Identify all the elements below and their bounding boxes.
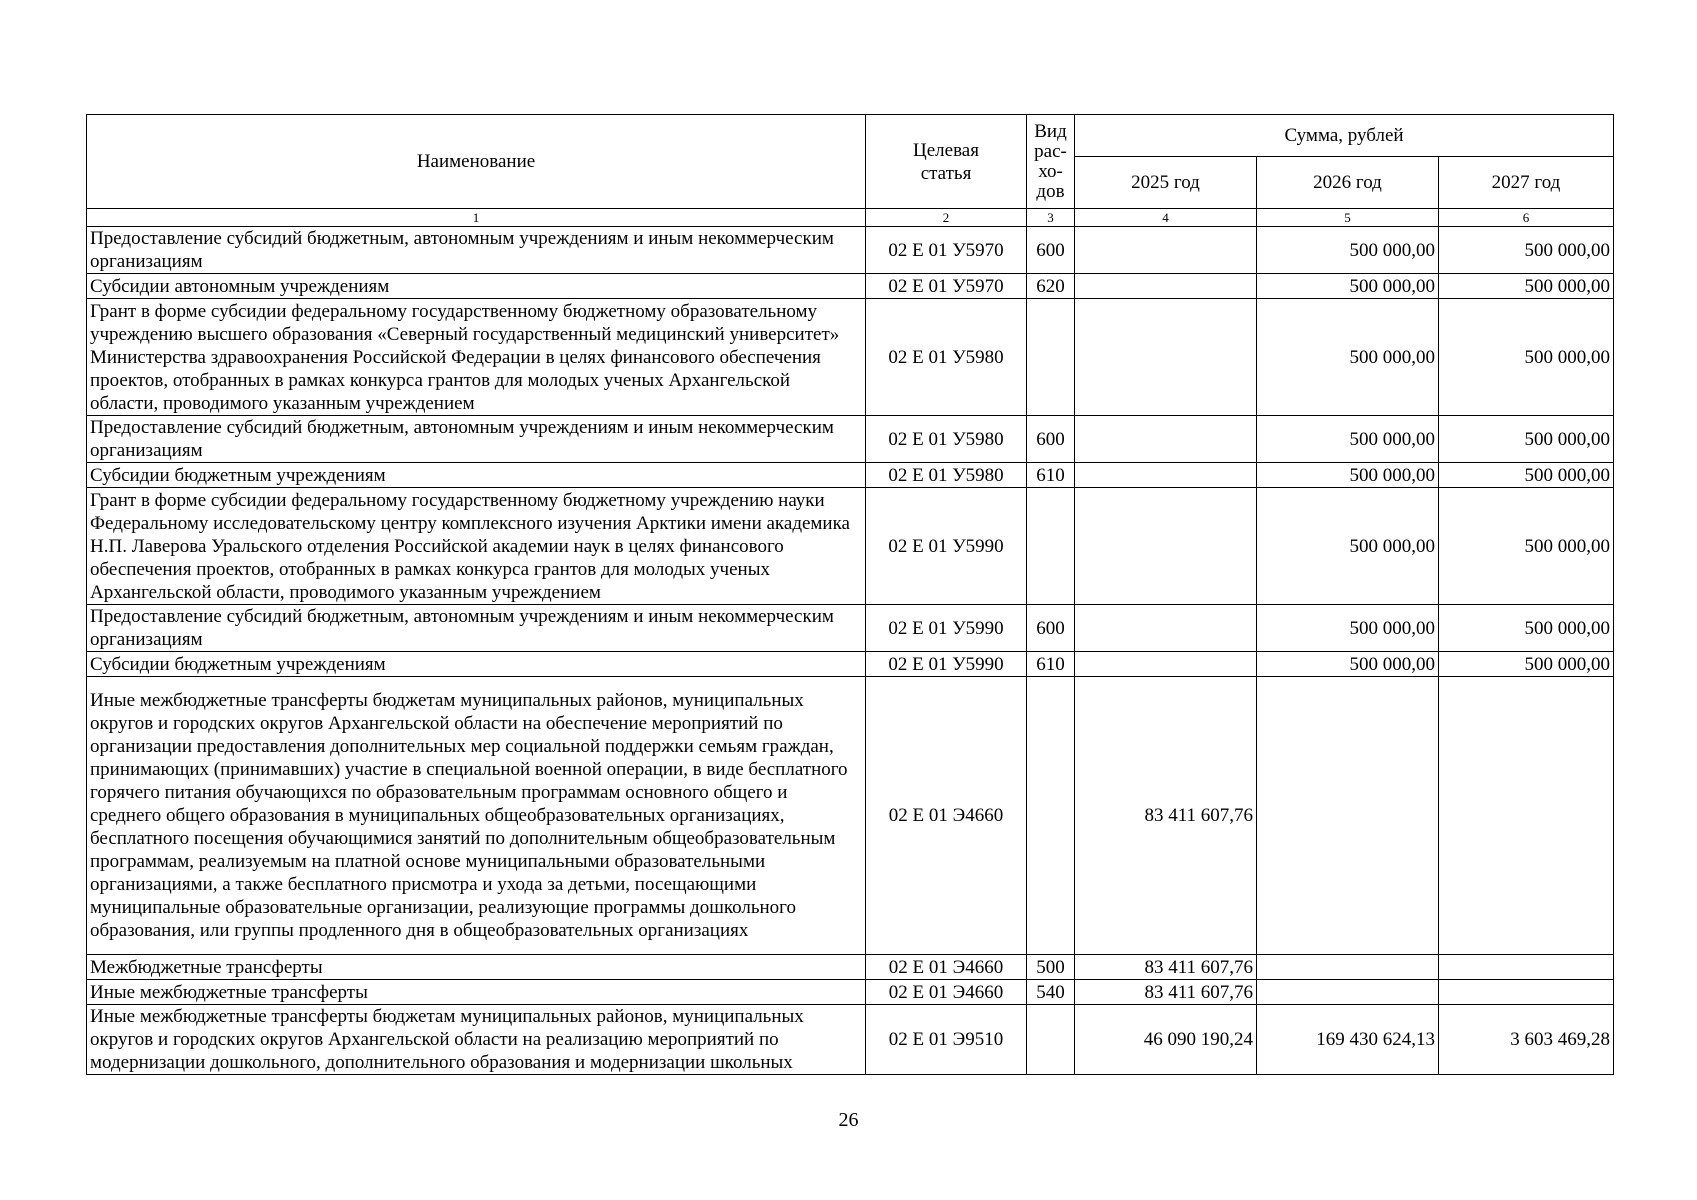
row-target-code: 02 Е 01 У5980	[866, 416, 1027, 463]
row-amount-2026: 169 430 624,13	[1257, 1005, 1439, 1075]
column-number: 4	[1075, 209, 1257, 227]
header-year-2025: 2025 год	[1075, 157, 1257, 209]
row-amount-2025: 83 411 607,76	[1075, 677, 1257, 955]
header-target-article: Целевая статья	[866, 115, 1027, 209]
row-name: Субсидии автономным учреждениям	[87, 274, 866, 299]
row-name: Субсидии бюджетным учреждениям	[87, 463, 866, 488]
row-expense-type	[1027, 677, 1075, 955]
header-year-2027: 2027 год	[1439, 157, 1614, 209]
row-target-code: 02 Е 01 У5980	[866, 463, 1027, 488]
row-name: Иные межбюджетные трансферты бюджетам муниципальных районов, муниципальных округов и городских округов Архангельской области на обеспечение мероприятий по организации предоставления дополнительных мер социальной поддержки семьям граждан, принимающих (принимавших) участие в специальной военной операции, в виде бесплатного горячего питания обучающихся по образовательным программам основного общего и среднего общего образования в муниципальных общеобразовательных организациях, бесплатного посещения обучающимися занятий по дополнительным общеобразовательным программам, реализуемым на платной основе муниципальными образовательными организациями, а также бесплатного присмотра и ухода за детьми, посещающими муниципальные образовательные организации, реализующие программы дошкольного образования, или группы продленного дня в общеобразовательных организациях	[87, 677, 866, 955]
row-amount-2026: 500 000,00	[1257, 227, 1439, 274]
row-name: Предоставление субсидий бюджетным, автономным учреждениям и иным некоммерческим организациям	[87, 605, 866, 652]
column-number: 1	[87, 209, 866, 227]
table-body	[87, 227, 1614, 1075]
row-target-code: 02 Е 01 У5990	[866, 652, 1027, 677]
row-amount-2026: 500 000,00	[1257, 463, 1439, 488]
header-name: Наименование	[87, 115, 866, 209]
table-row	[87, 677, 1614, 955]
row-target-code: 02 Е 01 У5970	[866, 274, 1027, 299]
table-row	[87, 955, 1614, 980]
column-number: 3	[1027, 209, 1075, 227]
row-amount-2025	[1075, 416, 1257, 463]
row-expense-type: 600	[1027, 605, 1075, 652]
row-name: Предоставление субсидий бюджетным, автономным учреждениям и иным некоммерческим организациям	[87, 227, 866, 274]
row-expense-type	[1027, 488, 1075, 605]
table-row	[87, 488, 1614, 605]
row-amount-2027: 500 000,00	[1439, 227, 1614, 274]
row-target-code: 02 Е 01 Э4660	[866, 955, 1027, 980]
table-header	[87, 115, 1614, 227]
table-row	[87, 980, 1614, 1005]
row-amount-2027: 500 000,00	[1439, 416, 1614, 463]
row-amount-2025	[1075, 488, 1257, 605]
row-amount-2027	[1439, 980, 1614, 1005]
table-row	[87, 605, 1614, 652]
row-target-code: 02 Е 01 У5990	[866, 488, 1027, 605]
row-amount-2027: 500 000,00	[1439, 652, 1614, 677]
table-row	[87, 652, 1614, 677]
row-name: Иные межбюджетные трансферты бюджетам муниципальных районов, муниципальных округов и городских округов Архангельской области на реализацию мероприятий по модернизации дошкольного, дополнительного образования и модернизации школьных	[87, 1005, 866, 1075]
row-amount-2026	[1257, 677, 1439, 955]
row-amount-2027	[1439, 677, 1614, 955]
row-amount-2026: 500 000,00	[1257, 299, 1439, 416]
row-expense-type: 610	[1027, 463, 1075, 488]
row-target-code: 02 Е 01 У5980	[866, 299, 1027, 416]
row-expense-type: 600	[1027, 416, 1075, 463]
row-amount-2026: 500 000,00	[1257, 605, 1439, 652]
row-amount-2026: 500 000,00	[1257, 652, 1439, 677]
row-expense-type: 600	[1027, 227, 1075, 274]
header-sum: Сумма, рублей	[1075, 115, 1614, 157]
row-amount-2027: 500 000,00	[1439, 299, 1614, 416]
row-name: Субсидии бюджетным учреждениям	[87, 652, 866, 677]
row-amount-2027: 500 000,00	[1439, 488, 1614, 605]
table-row	[87, 299, 1614, 416]
budget-table	[86, 114, 1614, 1075]
row-expense-type: 620	[1027, 274, 1075, 299]
row-name: Межбюджетные трансферты	[87, 955, 866, 980]
row-amount-2025	[1075, 299, 1257, 416]
header-expense-type-line: рас-	[1034, 140, 1067, 162]
row-target-code: 02 Е 01 У5970	[866, 227, 1027, 274]
column-number: 2	[866, 209, 1027, 227]
row-name: Грант в форме субсидии федеральному государственному бюджетному образовательному учреждению высшего образования «Северный государственный медицинский университет» Министерства здравоохранения Российской Федерации в целях финансового обеспечения проектов, отобранных в рамках конкурса грантов для молодых ученых Архангельской области, проводимого указанным учреждением	[87, 299, 866, 416]
row-amount-2027	[1439, 955, 1614, 980]
row-target-code: 02 Е 01 Э9510	[866, 1005, 1027, 1075]
row-amount-2026: 500 000,00	[1257, 274, 1439, 299]
header-expense-type-line: хо-	[1038, 160, 1063, 182]
table-row	[87, 227, 1614, 274]
row-expense-type: 540	[1027, 980, 1075, 1005]
row-amount-2027: 3 603 469,28	[1439, 1005, 1614, 1075]
header-expense-type-line: дов	[1036, 180, 1065, 202]
row-amount-2026: 500 000,00	[1257, 416, 1439, 463]
row-amount-2027: 500 000,00	[1439, 463, 1614, 488]
row-expense-type	[1027, 1005, 1075, 1075]
row-amount-2025	[1075, 463, 1257, 488]
row-target-code: 02 Е 01 У5990	[866, 605, 1027, 652]
row-amount-2025: 83 411 607,76	[1075, 955, 1257, 980]
row-amount-2026: 500 000,00	[1257, 488, 1439, 605]
row-amount-2025	[1075, 274, 1257, 299]
header-expense-type	[1027, 115, 1075, 209]
row-amount-2025	[1075, 227, 1257, 274]
table-row	[87, 416, 1614, 463]
column-number: 5	[1257, 209, 1439, 227]
row-amount-2025	[1075, 652, 1257, 677]
row-expense-type: 610	[1027, 652, 1075, 677]
column-number: 6	[1439, 209, 1614, 227]
row-amount-2027: 500 000,00	[1439, 274, 1614, 299]
row-amount-2027: 500 000,00	[1439, 605, 1614, 652]
row-target-code: 02 Е 01 Э4660	[866, 980, 1027, 1005]
row-amount-2026	[1257, 980, 1439, 1005]
header-year-2026: 2026 год	[1257, 157, 1439, 209]
row-name: Грант в форме субсидии федеральному государственному бюджетному учреждению науки Федеральному исследовательскому центру комплексного изучения Арктики имени академика Н.П. Лаверова Уральского отделения Российской академии наук в целях финансового обеспечения проектов, отобранных в рамках конкурса грантов для молодых ученых Архангельской области, проводимого указанным учреждением	[87, 488, 866, 605]
column-number-row	[87, 209, 1614, 227]
row-expense-type	[1027, 299, 1075, 416]
table-row	[87, 1005, 1614, 1075]
row-name: Иные межбюджетные трансферты	[87, 980, 866, 1005]
row-amount-2025: 83 411 607,76	[1075, 980, 1257, 1005]
row-amount-2025	[1075, 605, 1257, 652]
table-row	[87, 274, 1614, 299]
row-name: Предоставление субсидий бюджетным, автономным учреждениям и иным некоммерческим организациям	[87, 416, 866, 463]
row-expense-type: 500	[1027, 955, 1075, 980]
row-amount-2025: 46 090 190,24	[1075, 1005, 1257, 1075]
table-row	[87, 463, 1614, 488]
page-number: 26	[838, 1109, 859, 1131]
row-amount-2026	[1257, 955, 1439, 980]
row-target-code: 02 Е 01 Э4660	[866, 677, 1027, 955]
header-expense-type-line: Вид	[1034, 120, 1067, 142]
